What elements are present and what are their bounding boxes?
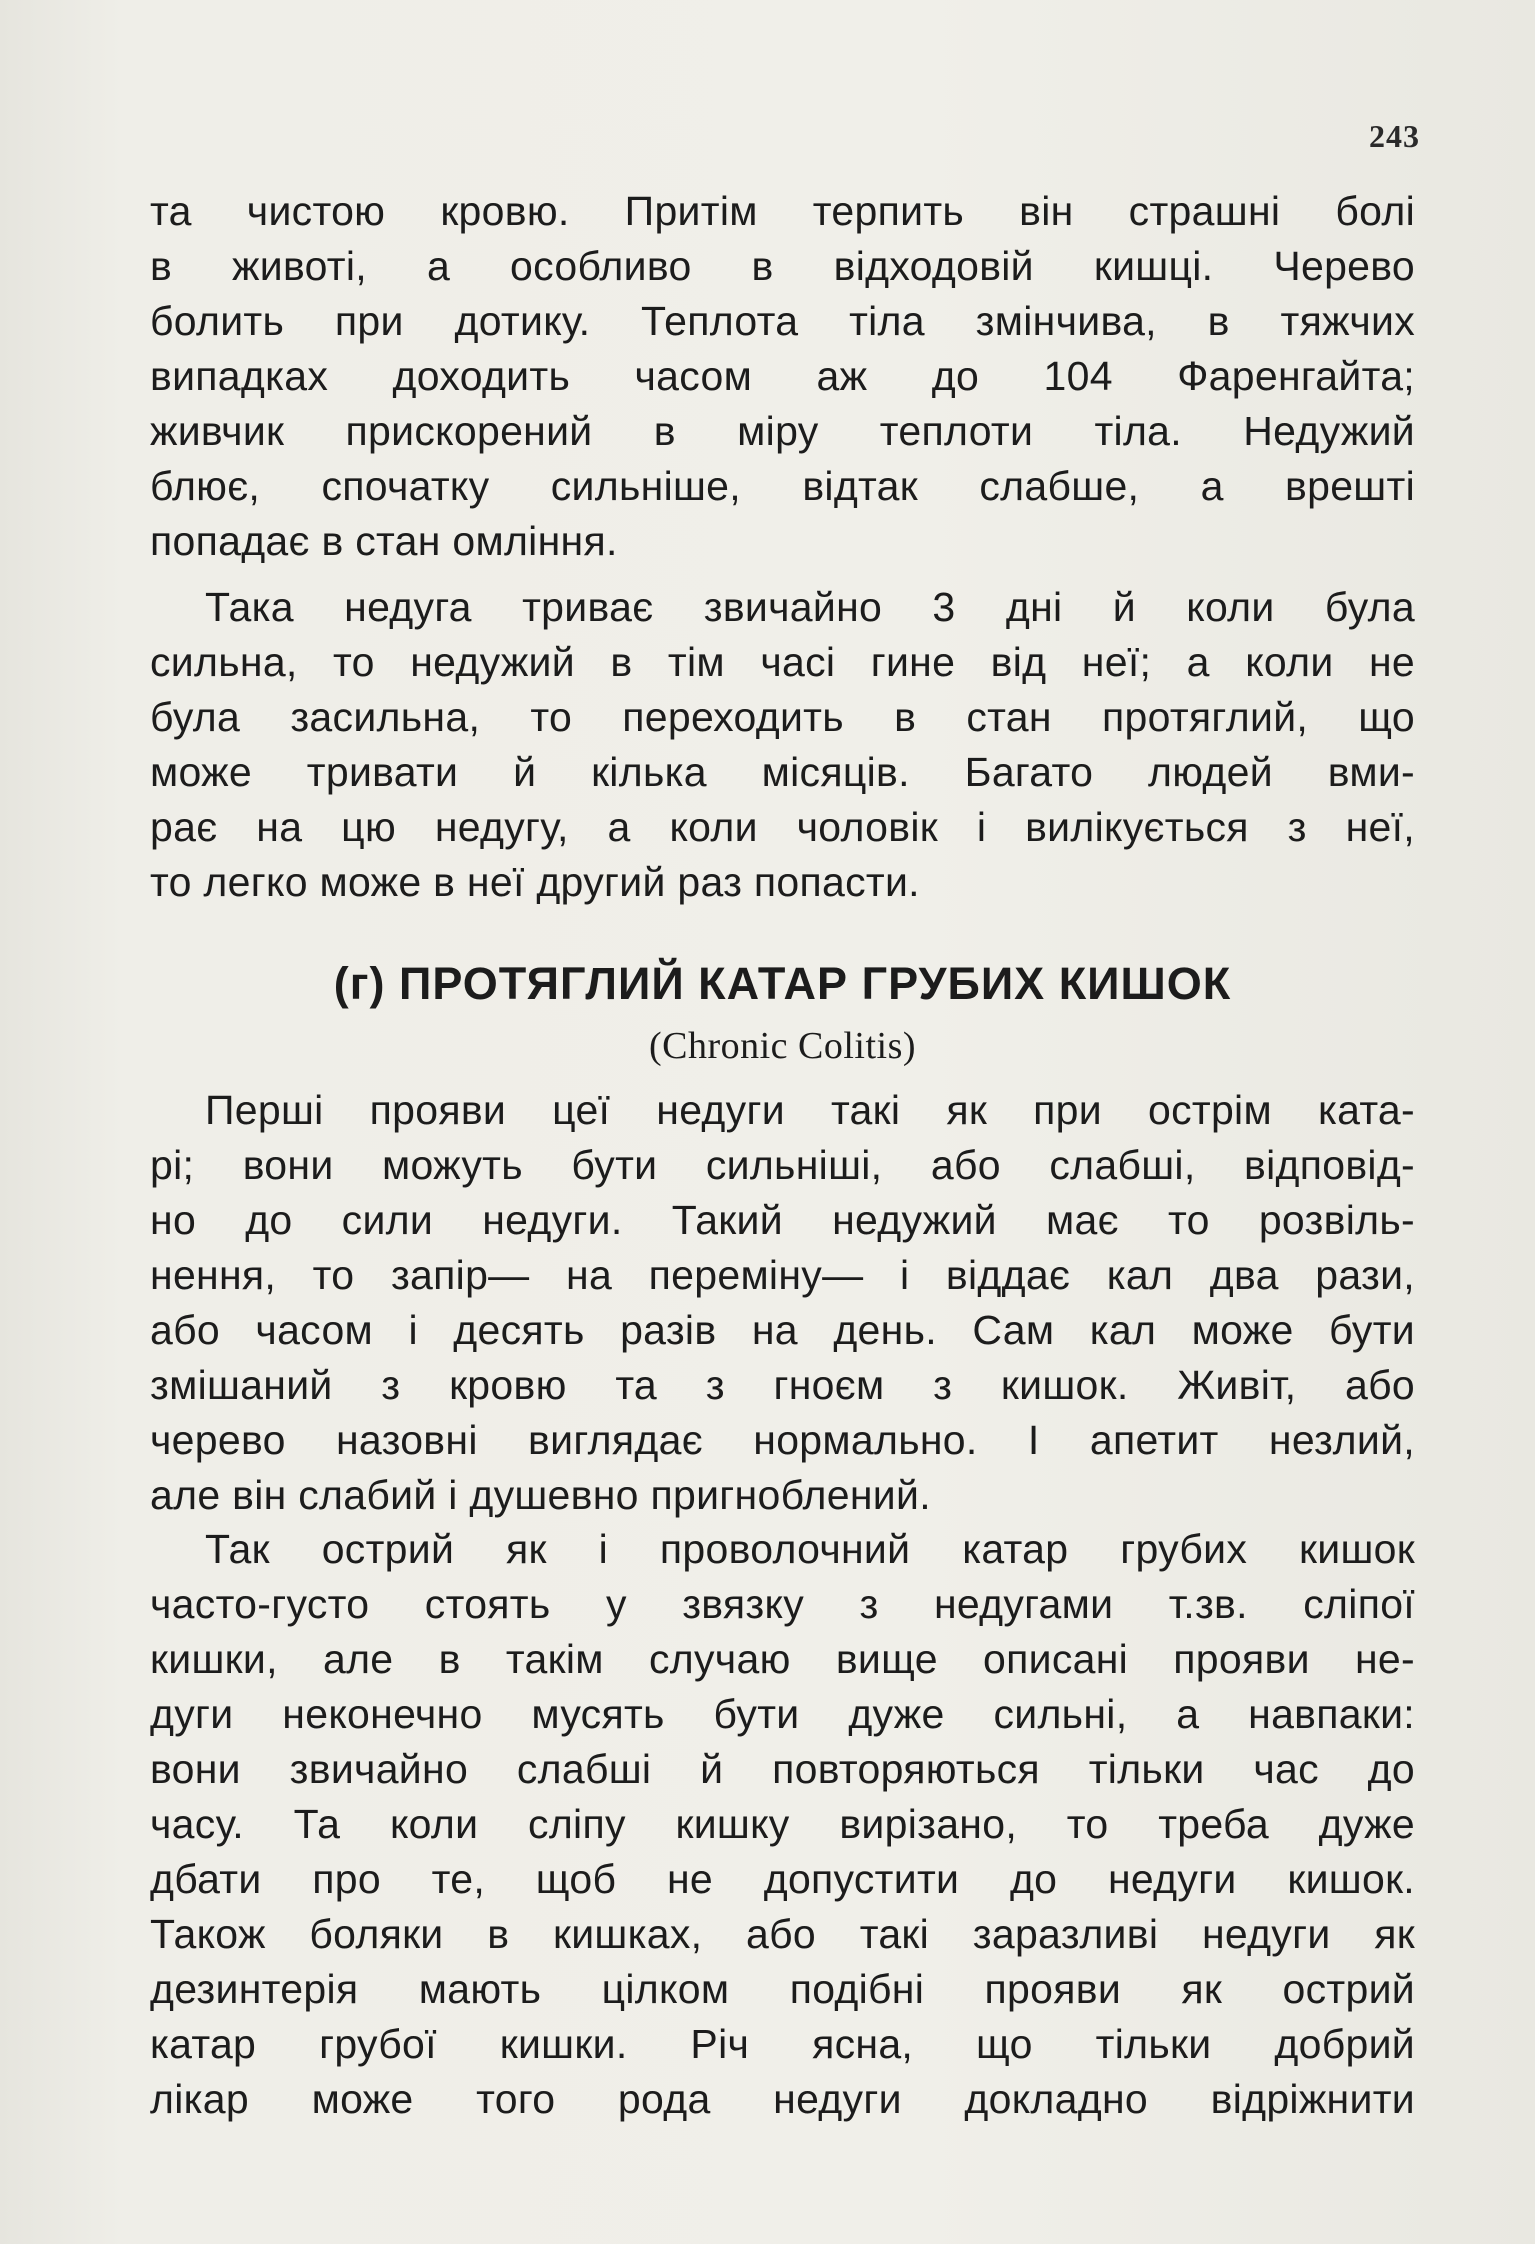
paragraph-2 [150, 580, 1415, 910]
text-line: часу. Та коли сліпу кишку вирізано, то треба дуже [150, 1801, 1415, 1847]
text-line: катар грубої кишки. Річ ясна, що тільки добрий [150, 2021, 1415, 2067]
text-line: може тривати й кілька місяців. Багато людей вми- [150, 749, 1415, 795]
text-line: блює, спочатку сильніше, відтак слабше, а врешті [150, 463, 1415, 509]
text-line: але він слабий і душевно пригноблений. [150, 1472, 931, 1518]
paragraph-4 [150, 1522, 1415, 2127]
text-line: випадках доходить часом аж до 104 Фаренгайта; [150, 353, 1415, 399]
text-line: була засильна, то переходить в стан протяглий, що [150, 694, 1415, 740]
text-line: Так острий як і проволочний катар грубих кишок [205, 1526, 1415, 1572]
text-line: болить при дотику. Теплота тіла змінчива, в тяжчих [150, 298, 1415, 344]
text-line: дбати про те, щоб не допустити до недуги кишок. [150, 1856, 1415, 1902]
paragraph-1 [150, 184, 1415, 569]
text-line: вони звичайно слабші й повторяються тільки час до [150, 1746, 1415, 1792]
section-subheading: (Chronic Colitis) [648, 1025, 917, 1067]
text-line: Така недуга триває звичайно 3 дні й коли була [205, 584, 1415, 630]
text-line: дуги неконечно мусять бути дуже сильні, а навпаки: [150, 1691, 1415, 1737]
text-line: черево назовні виглядає нормально. І апетит незлий, [150, 1417, 1415, 1463]
text-line: дезинтерія мають цілком подібні прояви як острий [150, 1966, 1415, 2012]
section-heading: (г) ПРОТЯГЛИЙ КАТАР ГРУБИХ КИШОК [333, 958, 1232, 1009]
text-line: лікар може того рода недуги докладно відріжнити [150, 2076, 1415, 2122]
page-number: 243 [1369, 118, 1420, 154]
text-line: нення, то запір— на переміну— і віддає кал два рази, [150, 1252, 1415, 1298]
paragraph-3 [150, 1083, 1415, 1523]
text-line: Перші прояви цеї недуги такі як при острім ката- [205, 1087, 1415, 1133]
text-line: но до сили недуги. Такий недужий має то розвіль- [150, 1197, 1415, 1243]
text-line: Також боляки в кишках, або такі заразливі недуги як [150, 1911, 1415, 1957]
text-line: та чистою кровю. Притім терпить він страшні болі [150, 188, 1415, 234]
text-line: або часом і десять разів на день. Сам кал може бути [150, 1307, 1415, 1353]
text-line: кишки, але в такім случаю вище описані прояви не- [150, 1636, 1415, 1682]
text-line: то легко може в неї другий раз попасти. [150, 859, 920, 905]
text-line: часто-густо стоять у звязку з недугами т.зв. сліпої [150, 1581, 1415, 1627]
text-line: живчик прискорений в міру теплоти тіла. Недужий [150, 408, 1415, 454]
text-line: в животі, а особливо в відходовій кишці. Черево [150, 243, 1415, 289]
text-line: сильна, то недужий в тім часі гине від неї; а коли не [150, 639, 1415, 685]
text-line: попадає в стан омління. [150, 518, 618, 564]
text-line: рі; вони можуть бути сильніші, або слабші, відповід- [150, 1142, 1415, 1188]
text-line: змішаний з кровю та з гноєм з кишок. Живіт, або [150, 1362, 1415, 1408]
text-line: рає на цю недугу, а коли чоловік і вилікується з неї, [150, 804, 1415, 850]
